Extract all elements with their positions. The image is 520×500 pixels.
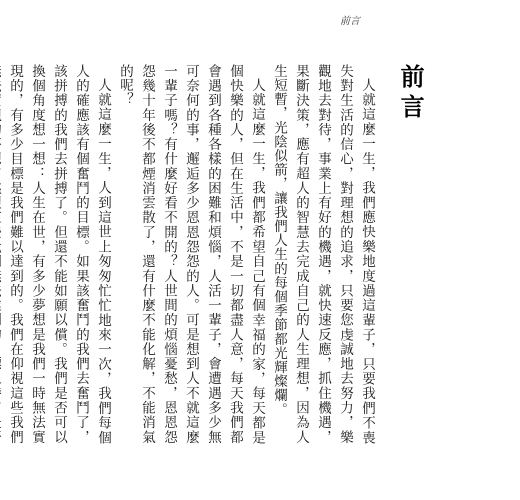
chapter-title: 前言 <box>396 64 426 124</box>
body-text <box>7 64 378 444</box>
running-header: 前言 <box>340 16 360 27</box>
paragraph: 人就這麼一生，人到這世上匆匆忙忙地來一次，我們每個人的確應該有個奮鬥的目標。如果該奮鬥的我們去奮鬥了，該拼搏的我們去拼搏了。但還不能如願以償。我們是否可以換個角度想一想：人生在世，有多少夢想是我們一時無法實現的，有多少目標是我們難以達到的。我們在仰視這些我們 <box>7 64 111 444</box>
paragraph: 人就這麼一生，我們應快樂地度過這輩子，只要我們不喪失對生活的信心，對理想的追求，只要您虔誠地去努力，樂觀地去對待，事業上有好的機遇，就快速反應，抓住機遇，果斷決策，應有超人的智慧去完成自己的人生理想，因為人生短暫，光陰似箭，讓我們人生的每個季節都光輝燦爛。 <box>271 64 375 444</box>
paragraph: 人就這麼一生，我們都希望自己有個幸福的家，每天都是個快樂的人，但在生活中，不是一切都盡人意，每天我們都會遇到各種各樣的困難和煩惱，人活一輩子，會遭遇多少無可奈何的事，邂逅多少恩恩怨怨的人。可是想到人不就這麼一輩子嗎？有什麼好看不開的？人世間的煩惱憂愁，恩恩怨怨幾十年後不都煙消雲散了，還有什麼不能化解，不能消氣的呢？ <box>117 64 265 444</box>
